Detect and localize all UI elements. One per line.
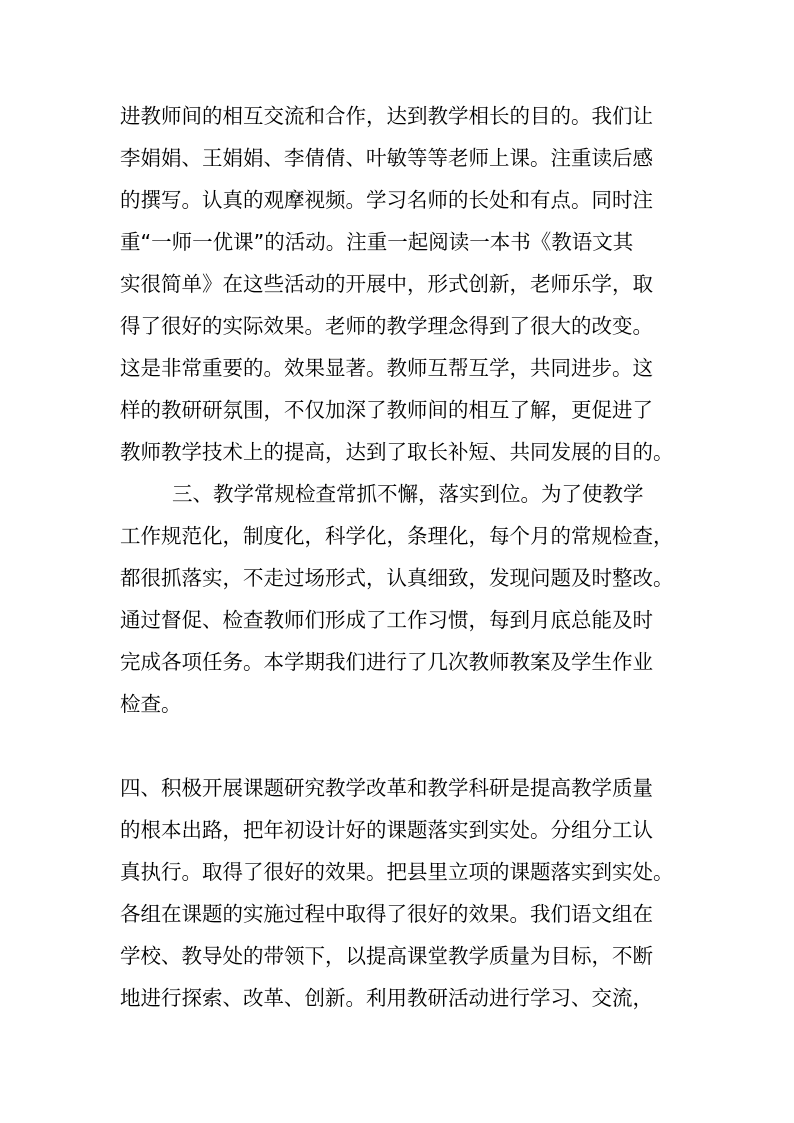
text-line: 重“一师一优课”的活动。注重一起阅读一本书《教语文其 [120,230,634,254]
text-line: 检查。 [120,692,182,716]
text-line: 实很简单》在这些活动的开展中，形式创新，老师乐学，取 [120,272,653,296]
text-line: 教师教学技术上的提高，达到了取长补短、共同发展的目的。 [120,440,674,464]
text-line: 完成各项任务。本学期我们进行了几次教师教案及学生作业 [120,650,653,674]
section-three-heading: 三、教学常规检查常抓不懈，落实到位。为了使教学 [172,482,644,506]
text-line: 各组在课题的实施过程中取得了很好的效果。我们语文组在 [120,902,653,926]
text-line: 都很抓落实，不走过场形式，认真细致，发现问题及时整改。 [120,566,674,590]
text-line: 真执行。取得了很好的效果。把县里立项的课题落实到实处。 [120,860,674,884]
text-line: 进教师间的相互交流和合作，达到教学相长的目的。我们让 [120,104,653,128]
text-line: 样的教研研氛围，不仅加深了教师间的相互了解，更促进了 [120,398,653,422]
text-line: 工作规范化，制度化，科学化，条理化，每个月的常规检查， [120,524,674,548]
text-line: 得了很好的实际效果。老师的教学理念得到了很大的改变。 [120,314,653,338]
text-line: 的撰写。认真的观摩视频。学习名师的长处和有点。同时注 [120,188,653,212]
text-line: 通过督促、检查教师们形成了工作习惯，每到月底总能及时 [120,608,653,632]
text-line: 的根本出路，把年初设计好的课题落实到实处。分组分工认 [120,818,653,842]
text-line: 地进行探索、改革、创新。利用教研活动进行学习、交流， [120,986,653,1010]
section-four-heading: 四、积极开展课题研究教学改革和教学科研是提高教学质量 [120,776,653,800]
text-line: 学校、教导处的带领下，以提高课堂教学质量为目标，不断 [120,944,653,968]
text-line: 李娟娟、王娟娟、李倩倩、叶敏等等老师上课。注重读后感 [120,146,653,170]
text-line: 这是非常重要的。效果显著。教师互帮互学，共同进步。这 [120,356,653,380]
